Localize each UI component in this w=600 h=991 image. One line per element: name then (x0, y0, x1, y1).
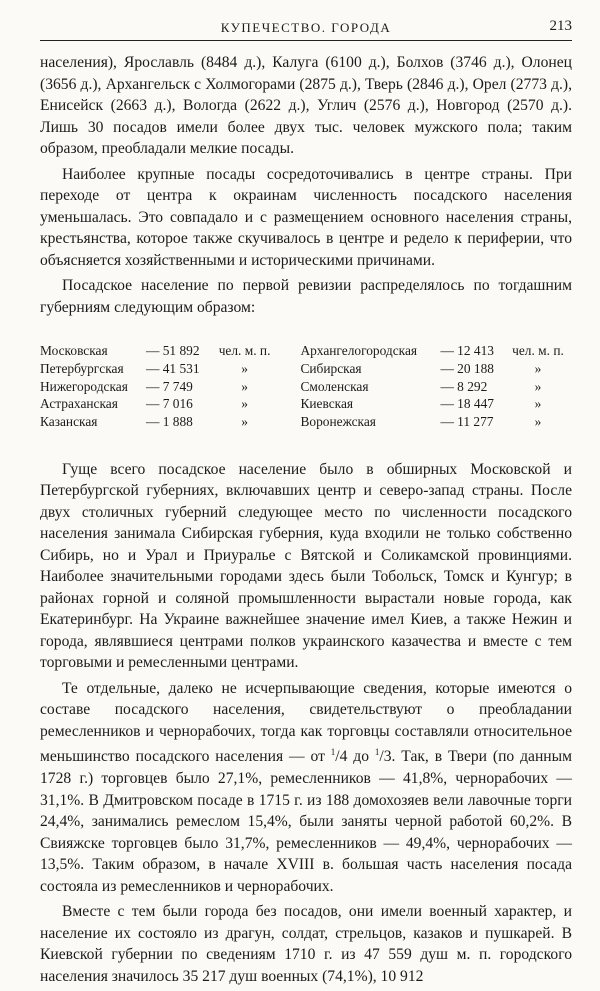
province-name: Киевская (300, 396, 354, 412)
table-row (300, 395, 572, 413)
province-name: Сибирская (300, 360, 362, 376)
province-value: — 12 413 (440, 343, 494, 358)
paragraph: Посадское население по первой ревизии распределялось по тогдашним губерниям следующим образом: (40, 277, 572, 316)
province-unit: чел. м. п. (218, 343, 271, 358)
table-row (40, 395, 280, 413)
text-run: Те отдельные, далеко не исчерпывающие сведения, которые имеются о составе посадского населения, свидетельствуют о преобладании ремесленников и чернорабочих, тогда как торговцы составляли относительное меньшинство посадского населения — от (40, 679, 572, 766)
paragraph: Гуще всего посадское население было в обширных Московской и Петербургской губерниях, включавших центр и северо-запад страны. После двух столичных губерний следующее место по численности посадского населения занимала Сибирская губерния, куда входили не только собственно Сибирь, но и Урал и Приуралье с Вятской и Соликамской провинциями. Наиболее значительными городами здесь были Тобольск, Томск и Кунгур; в районах горной и соляной промышленности вырастали новые города, как Екатеринбург. На Украине важнейшее значение имел Киев, а также Нежин и города, являвшиеся центрами полков украинского казачества и вместе с тем торговыми и ремесленными центрами. (40, 460, 572, 672)
province-unit: » (241, 396, 248, 412)
table-row (300, 360, 572, 378)
province-value: — 7 016 (146, 396, 193, 412)
province-name: Казанская (40, 414, 98, 430)
province-value: — 20 188 (440, 360, 494, 376)
province-unit: » (534, 396, 542, 412)
province-value: — 11 277 (440, 414, 494, 430)
province-name: Архангелогородская (300, 343, 418, 358)
text-run: . Так, в Твери (по данным 1728 г.) торговцев было 27,1%, ремесленников — 41,8%, чернорабочих — 31,1%. В Дмитровском посаде в 1715 г. из 188 домохозяев вели лавочные торги 24,4%, занимались ремеслом 15,4%, были заняты черной работой 60,2%. В Свияжске торговцев было 31,7%, ремесленников — 49,4%, чернорабочих — 13,5%. Таким образом, в начале XVIII в. большая часть населения посада состояла из ремесленников и чернорабочих. (40, 748, 572, 895)
province-value: — 7 749 (146, 378, 193, 394)
table-row (300, 413, 572, 431)
province-value: — 41 531 (146, 360, 200, 376)
page-number: 213 (549, 18, 572, 34)
province-value: — 18 447 (440, 396, 494, 412)
province-unit: чел. м. п. (512, 343, 564, 358)
province-name: Петербургская (40, 360, 124, 376)
paragraph: Наиболее крупные посады сосредоточивались в центре страны. При переходе от центра к окраинам численность посадского населения уменьшалась. Это совпадало и с размещением основного населения страны, крестьянства, которое также скучивалось в центре и редело к периферии, что объясняется хозяйственными и историческими причинами. (40, 165, 572, 269)
paragraph-continued: населения), Ярославль (8484 д.), Калуга (6100 д.), Болхов (3746 д.), Олонец (3656 д.), Архангельск с Холмогорами (2875 д.), Тверь (2846 д.), Орел (2773 д.), Енисейск (2663 д.), Вологда (2622 д.), Углич (2576 д.), Новгород (2570 д.). Лишь 30 посадов имели более двух тыс. человек мужского пола; таким образом, преобладали мелкие посады. (40, 54, 572, 157)
table-row (300, 378, 572, 396)
table-row (40, 378, 280, 396)
page-header (40, 14, 572, 41)
table-right-column (300, 342, 572, 431)
paragraph: Вместе с тем были города без посадов, они имели военный характер, и население их состояло из драгун, солдат, стрельцов, казаков и пушкарей. В Киевской губернии по сведениям 1710 г. из 47 559 душ м. п. городского населения значилось 35 217 душ военных (74,1%), 10 912 (40, 903, 572, 985)
table-row (300, 342, 572, 360)
province-value: — 51 892 (146, 343, 200, 358)
population-table (40, 342, 572, 431)
running-head: КУПЕЧЕСТВО. ГОРОДА (220, 20, 392, 35)
province-value: — 1 888 (146, 414, 193, 430)
fraction-numerator: 1 (330, 747, 336, 758)
province-unit: » (241, 378, 248, 394)
province-unit: » (534, 414, 542, 430)
table-left-column (40, 342, 280, 431)
table-row (40, 342, 280, 360)
province-name: Нижегородская (40, 378, 128, 394)
province-name: Смоленская (300, 378, 369, 394)
province-unit: » (534, 378, 542, 394)
body-text (40, 52, 572, 991)
paragraph-with-fractions (40, 678, 572, 897)
province-name: Воронежская (300, 414, 376, 430)
province-value: — 8 292 (440, 378, 488, 394)
fraction-denominator: /3 (379, 748, 392, 766)
province-name: Астраханская (40, 396, 118, 412)
fraction-denominator: /4 (335, 748, 348, 766)
fraction-numerator: 1 (374, 747, 380, 758)
province-unit: » (241, 360, 248, 376)
table-row (40, 360, 280, 378)
province-unit: » (534, 360, 542, 376)
table-row (40, 413, 280, 431)
text-run: до (347, 748, 375, 766)
province-name: Московская (40, 343, 108, 358)
province-unit: » (241, 414, 248, 430)
